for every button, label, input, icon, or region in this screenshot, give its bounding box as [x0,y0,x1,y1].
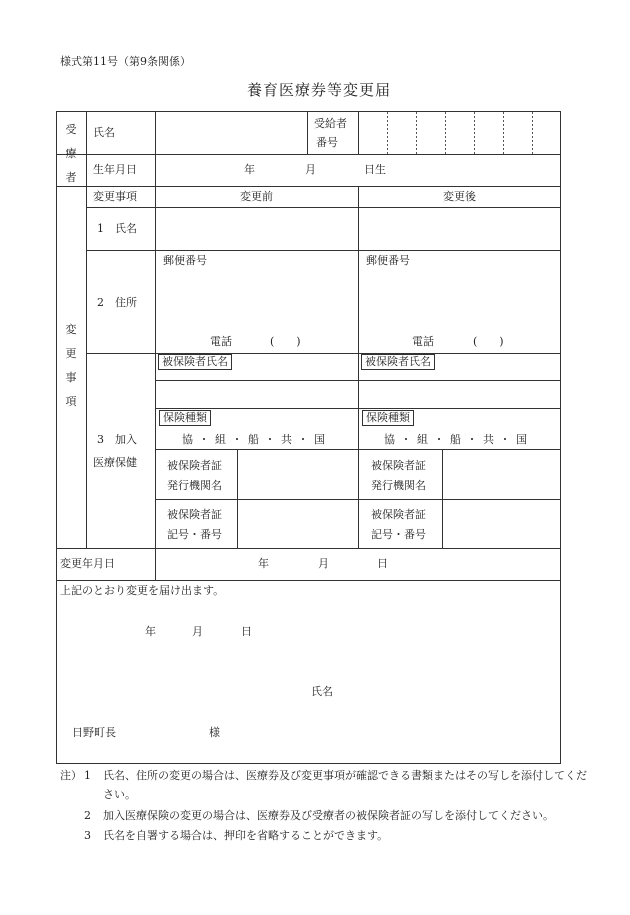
note-1-line-1: 氏名、住所の変更の場合は、医療券及び変更事項が確認できる書類またはその写しを添付してくだ [103,769,587,782]
insurance-type-label-before: 保険種類 [159,410,211,426]
postal-label-after: 郵便番号 [366,254,410,267]
declaration-name-label: 氏名 [311,685,333,698]
item-insurance-label-1: 3 加入 [97,433,137,446]
mayor-label: 日野町長 [72,726,116,739]
declaration-name-field[interactable] [340,680,550,700]
recipient-name-field[interactable] [158,114,306,152]
name-label: 氏名 [93,126,115,139]
insured-name-label-before: 被保険者氏名 [158,354,232,370]
col-item-header: 変更事項 [93,190,137,203]
changes-side-label [64,318,78,414]
issuer-label-before-2: 発行機関名 [167,479,222,492]
change-date-year: 年 [258,557,269,570]
recipient-number-field[interactable] [360,114,559,152]
birth-day: 日生 [364,163,386,176]
declaration-day: 日 [241,625,252,638]
note-3-number: 3 [84,829,91,842]
change-date-month: 月 [318,557,329,570]
notes-prefix: 注） [60,769,82,782]
birth-month: 月 [305,163,316,176]
insurance-types-before[interactable]: 協 ・ 組 ・ 船 ・ 共 ・ 国 [182,433,326,446]
note-1-line-2: さい。 [103,788,136,801]
changes-side-char-4: 項 [65,395,77,408]
form-number: 様式第11号（第9条関係） [60,55,191,68]
item-name-label: 1 氏名 [97,222,137,235]
note-1-number: 1 [84,769,91,782]
declaration-month: 月 [192,625,203,638]
declaration-text: 上記のとおり変更を届け出ます。 [60,584,225,597]
changes-side-char-1: 変 [65,323,77,336]
item-insurance-label-2: 医療保健 [93,456,137,469]
declaration-year: 年 [145,625,156,638]
insurance-type-label-after: 保険種類 [362,410,414,426]
symbol-label-after-2: 記号・番号 [371,528,426,541]
symbol-label-before-1: 被保険者証 [167,508,222,521]
phone-label-after: 電話 [412,335,434,348]
insurance-types-after[interactable]: 協 ・ 組 ・ 船 ・ 共 ・ 国 [384,433,528,446]
birth-year: 年 [244,163,255,176]
insured-name-label-after: 被保険者氏名 [361,354,435,370]
col-after-header: 変更後 [443,190,476,203]
phone-paren-before: ( ) [270,335,301,348]
recipient-number-label-2: 番号 [316,136,338,149]
phone-paren-after: ( ) [473,335,504,348]
symbol-label-after-1: 被保険者証 [371,508,426,521]
item-address-label: 2 住所 [97,296,137,309]
note-3-text: 氏名を自署する場合は、押印を省略することができます。 [103,829,389,842]
change-date-day: 日 [377,557,388,570]
note-2-text: 加入医療保険の変更の場合は、医療券及び受療者の被保険者証の写しを添付してください。 [103,809,554,822]
change-date-label: 変更年月日 [60,557,115,570]
recipient-side-char-2: 療 [65,147,77,160]
recipient-side-char-1: 受 [65,123,77,136]
symbol-label-before-2: 記号・番号 [167,528,222,541]
changes-side-char-3: 事 [65,371,77,384]
form-title: 養育医療券等変更届 [247,81,392,99]
issuer-label-after-1: 被保険者証 [371,459,426,472]
birth-label: 生年月日 [93,163,137,176]
issuer-label-before-1: 被保険者証 [167,459,222,472]
col-before-header: 変更前 [240,190,273,203]
recipient-side-char-3: 者 [65,171,77,184]
phone-label-before: 電話 [210,335,232,348]
recipient-side-label [64,118,78,190]
changes-side-char-2: 更 [65,347,77,360]
mayor-honorific: 様 [209,726,220,739]
recipient-number-label-1: 受給者 [314,117,347,130]
issuer-label-after-2: 発行機関名 [371,479,426,492]
postal-label-before: 郵便番号 [163,254,207,267]
note-2-number: 2 [84,809,91,822]
